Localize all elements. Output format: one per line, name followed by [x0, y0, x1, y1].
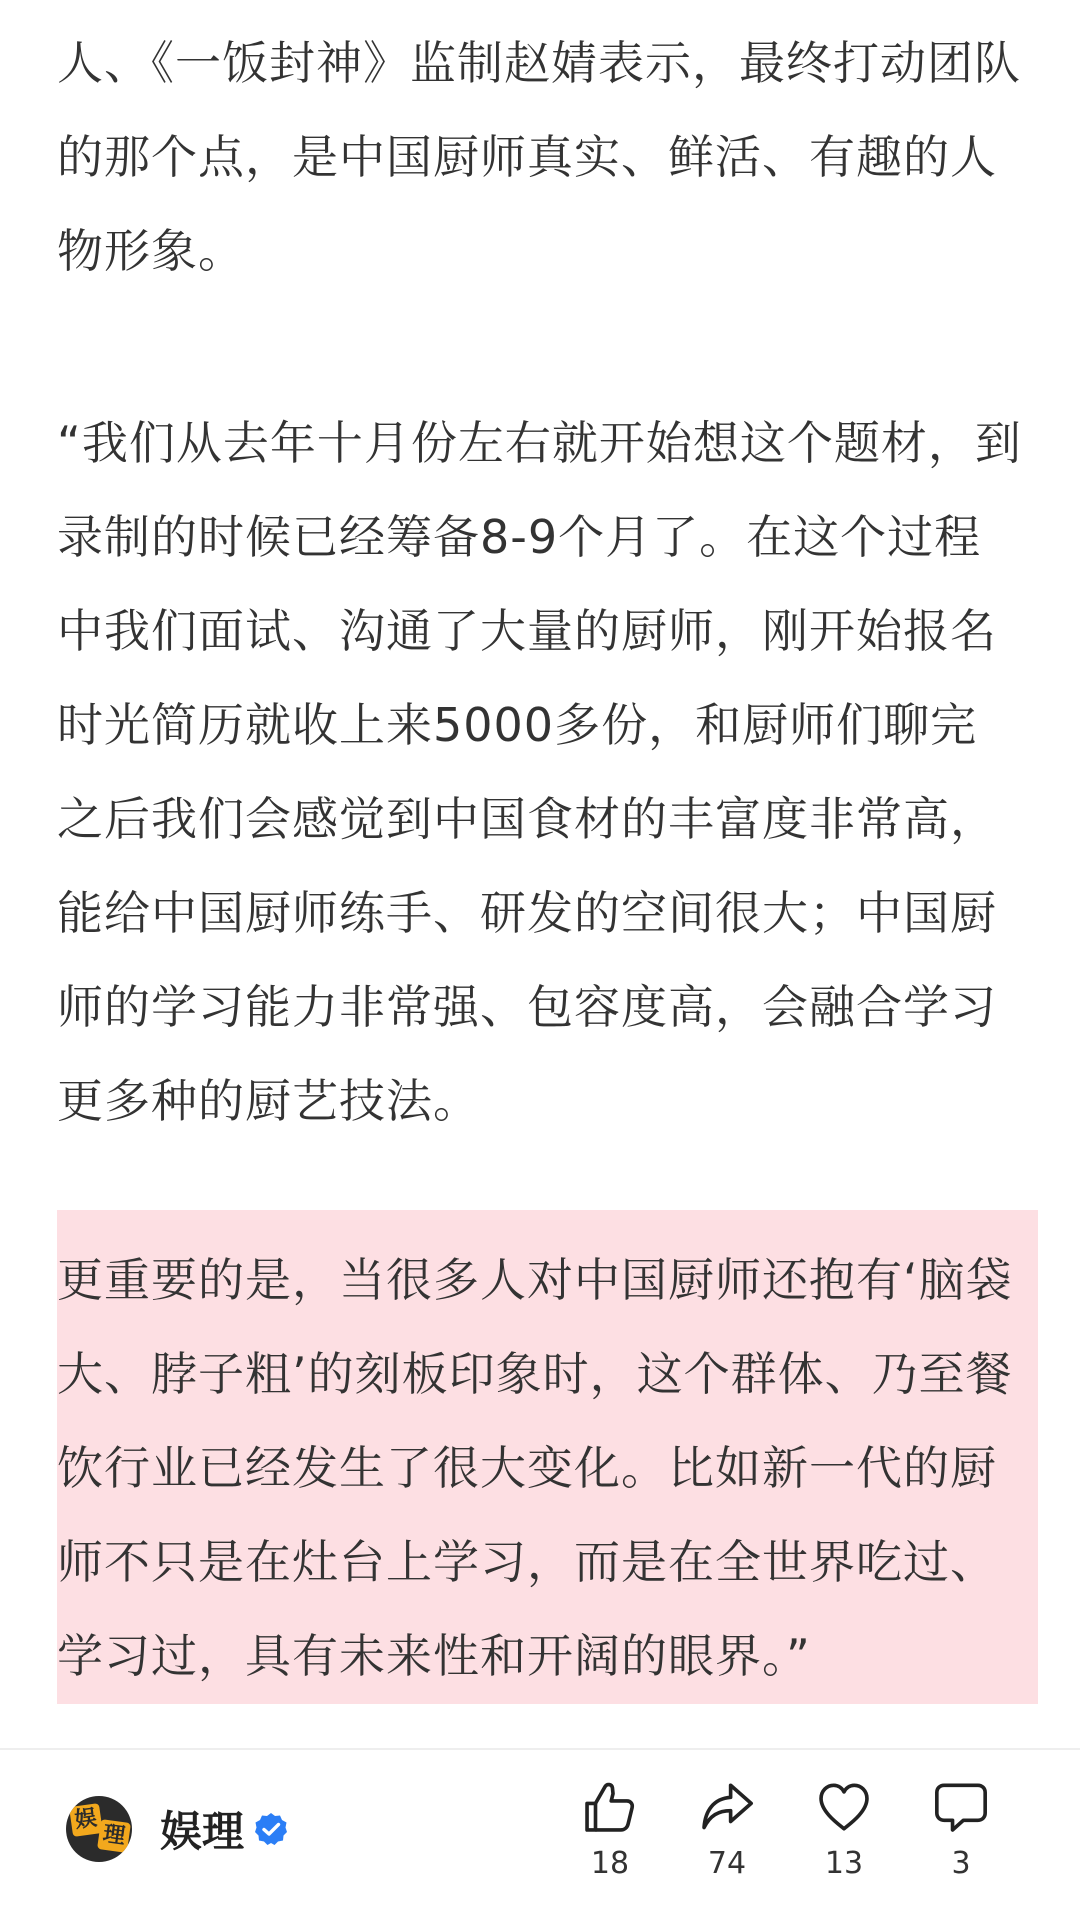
comment-button[interactable] — [911, 1770, 1011, 1881]
article-paragraph-intro: 人、《一饭封神》监制赵婧表示，最终打动团队的那个点，是中国厨师真实、鲜活、有趣的人物形象。 — [57, 36, 1021, 278]
post-footer-bar — [0, 1750, 1080, 1914]
heart-icon — [815, 1778, 873, 1836]
comment-count: 3 — [951, 1846, 971, 1881]
thumbs-up-icon — [581, 1778, 639, 1836]
engagement-actions — [560, 1770, 1020, 1900]
like-button[interactable] — [560, 1770, 660, 1881]
author-name[interactable]: 娱理 — [160, 1807, 245, 1856]
author-info[interactable] — [66, 1796, 288, 1862]
avatar-logo-char-1: 娱 — [69, 1803, 103, 1837]
avatar-logo-char-2: 理 — [97, 1819, 131, 1853]
favorite-button[interactable] — [794, 1770, 894, 1881]
like-count: 18 — [590, 1846, 630, 1881]
verified-badge-icon — [254, 1812, 288, 1846]
favorite-count: 13 — [824, 1846, 864, 1881]
share-button[interactable] — [677, 1770, 777, 1881]
article-paragraph-highlight: 更重要的是，当很多人对中国厨师还抱有‘脑袋大、脖子粗’的刻板印象时，这个群体、乃至餐饮行业已经发生了很大变化。比如新一代的厨师不只是在灶台上学习，而是在全世界吃过、学习过，具有未来性和开阔的眼界。” — [57, 1253, 1013, 1683]
article-paragraph-quote: “我们从去年十月份左右就开始想这个题材，到录制的时候已经筹备8-9个月了。在这个过程中我们面试、沟通了大量的厨师，刚开始报名时光简历就收上来5000多份，和厨师们聊完之后我们会感觉到中国食材的丰富度非常高，能给中国厨师练手、研发的空间很大；中国厨师的学习能力非常强、包容度高，会融合学习更多种的厨艺技法。 — [57, 416, 1022, 1128]
comment-bubble-icon — [932, 1778, 990, 1836]
share-arrow-icon — [698, 1778, 756, 1836]
share-count: 74 — [707, 1846, 747, 1881]
author-avatar[interactable] — [66, 1796, 132, 1862]
